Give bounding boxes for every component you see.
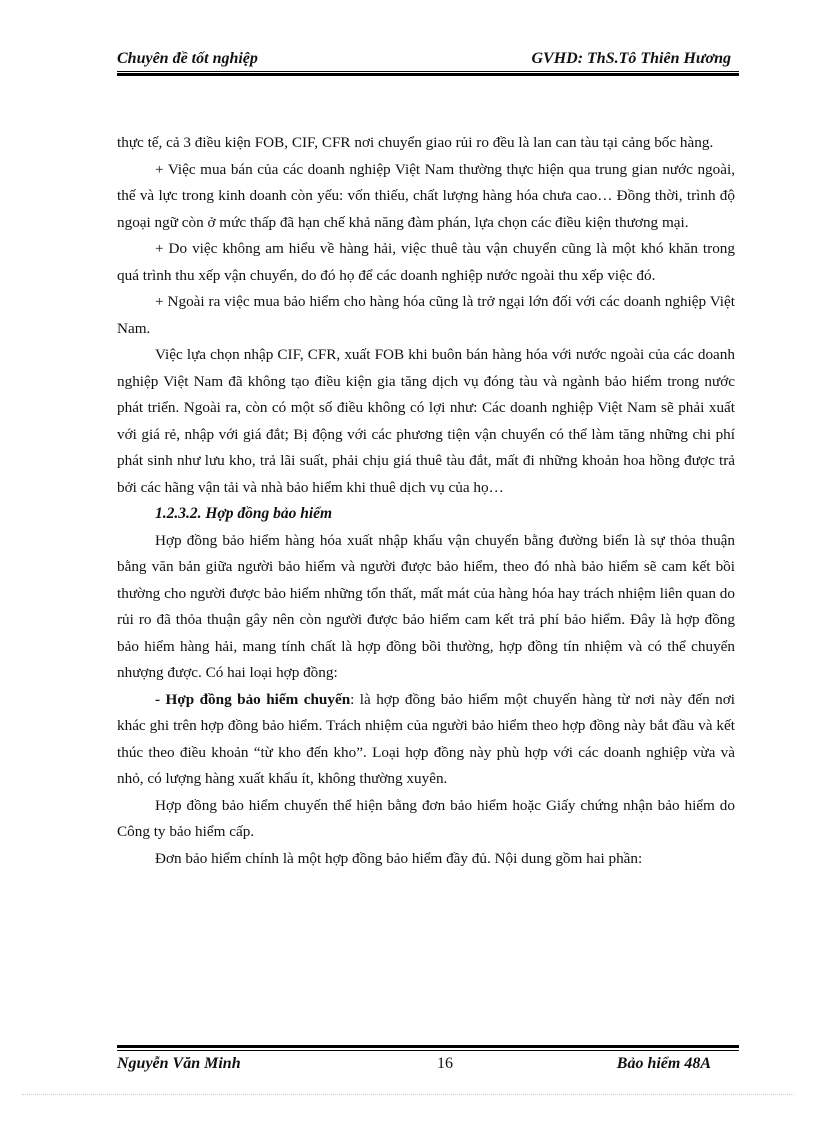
section-heading: 1.2.3.2. Hợp đồng bảo hiểm bbox=[155, 505, 333, 522]
paragraph: Hợp đồng bảo hiểm chuyến thể hiện bằng đơn bảo hiểm hoặc Giấy chứng nhận bảo hiểm do Công ty bảo hiểm cấp. bbox=[117, 796, 735, 840]
paragraph: + Ngoài ra việc mua bảo hiểm cho hàng hóa cũng là trở ngại lớn đối với các doanh nghiệp Việt Nam. bbox=[117, 293, 735, 337]
header-supervisor: GVHD: ThS.Tô Thiên Hương bbox=[531, 50, 731, 67]
paragraph: + Do việc không am hiểu về hàng hải, việc thuê tàu vận chuyển cũng là một khó khăn trong quá trình thu xếp vận chuyển, do đó họ để các doanh nghiệp nước ngoài thu xếp việc đó. bbox=[117, 240, 735, 284]
page-bottom-border bbox=[22, 1094, 794, 1095]
paragraph: + Việc mua bán của các doanh nghiệp Việt Nam thường thực hiện qua trung gian nước ngoài, thế và lực trong kinh doanh còn yếu: vốn thiếu, chất lượng hàng hóa chưa cao… Đồng thời, trình độ ngoại ngữ còn ở mức thấp đã hạn chế khả năng đàm phán, lựa chọn các điều kiện thương mại. bbox=[117, 160, 735, 231]
paragraph bbox=[117, 687, 735, 793]
footer-class: Bảo hiểm 48A bbox=[616, 1055, 711, 1072]
header-rule-thick bbox=[117, 73, 739, 76]
footer-rule-thick bbox=[117, 1045, 739, 1048]
footer-author: Nguyễn Văn Minh bbox=[117, 1055, 241, 1072]
paragraph: Đơn bảo hiểm chính là một hợp đồng bảo hiểm đầy đủ. Nội dung gồm hai phần: bbox=[155, 849, 643, 867]
paragraph: Việc lựa chọn nhập CIF, CFR, xuất FOB khi buôn bán hàng hóa với nước ngoài của các doanh nghiệp Việt Nam đã không tạo điều kiện gia tăng dịch vụ đóng tàu và ngành bảo hiểm trong nước phát triển. Ngoài ra, còn có một số điều không có lợi như: Các doanh nghiệp Việt Nam sẽ phải xuất với giá rẻ, nhập với giá đắt; Bị động với các phương tiện vận chuyển có thể làm tăng những chi phí phát sinh như lưu kho, trả lãi suất, phải chịu giá thuê tàu đắt, mất đi những khoản hoa hồng được trả bởi các hãng vận tải và nhà bảo hiểm khi thuê dịch vụ của họ… bbox=[117, 346, 735, 496]
header-title: Chuyên đề tốt nghiệp bbox=[117, 50, 258, 67]
header-rule-thin bbox=[117, 71, 739, 72]
term-bold: - Hợp đồng bảo hiểm chuyến bbox=[155, 690, 351, 708]
footer-rule-thin bbox=[117, 1050, 739, 1051]
page-number: 16 bbox=[437, 1055, 453, 1072]
term-definition: : là hợp đồng bảo hiểm một chuyến hàng từ nơi này đến nơi khác ghi trên hợp đồng bảo hiểm. Trách nhiệm của người bảo hiểm theo hợp đồng này bắt đầu và kết thúc theo điều khoản “từ kho đến kho”. Loại hợp đồng này phù hợp với các doanh nghiệp vừa và nhỏ, có lượng hàng xuất khẩu ít, không thường xuyên. bbox=[117, 690, 735, 787]
document-body bbox=[117, 130, 735, 872]
paragraph: Hợp đồng bảo hiểm hàng hóa xuất nhập khẩu vận chuyển bằng đường biển là sự thỏa thuận bằng văn bản giữa người bảo hiểm và người được bảo hiểm, theo đó nhà bảo hiểm sẽ cam kết bồi thường cho người được bảo hiểm những tổn thất, mất mát của hàng hóa hay trách nhiệm liên quan do rủi ro đã thỏa thuận gây nên còn người được bảo hiểm cam kết trả phí bảo hiểm. Đây là hợp đồng bảo hiểm hàng hải, mang tính chất là hợp đồng bồi thường, hợp đồng tín nhiệm và có thể chuyển nhượng được. Có hai loại hợp đồng: bbox=[117, 531, 735, 681]
paragraph: thực tế, cả 3 điều kiện FOB, CIF, CFR nơi chuyển giao rủi ro đều là lan can tàu tại cảng bốc hàng. bbox=[117, 134, 714, 151]
